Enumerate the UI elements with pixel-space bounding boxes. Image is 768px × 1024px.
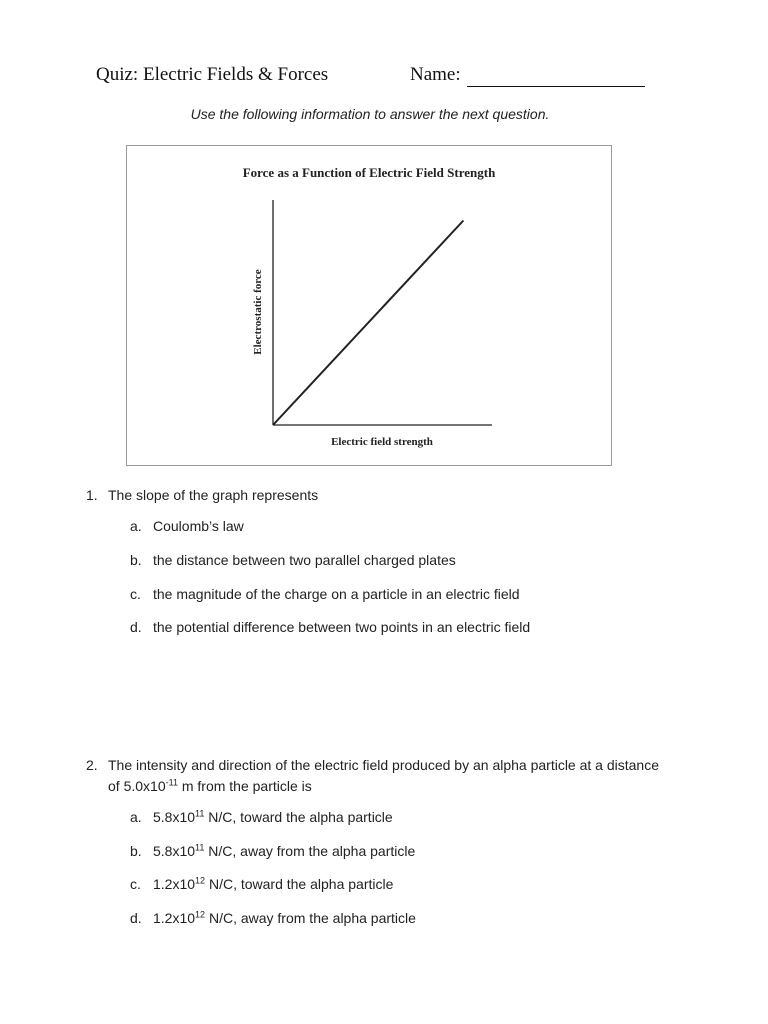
option-text: N/C, away from the alpha particle [204,843,416,859]
name-label: Name: [410,64,461,85]
question-stem: The slope of the graph represents [108,487,319,503]
option-text: N/C, toward the alpha particle [204,809,393,825]
option-letter: d. [130,910,142,926]
series-line-1 [273,221,463,426]
graph-figure [126,145,612,466]
option-text: N/C, toward the alpha particle [205,876,394,892]
answer-option[interactable] [130,843,415,859]
option-letter: a. [130,809,142,825]
option-mantissa: 1.2x10 [153,876,196,892]
option-exponent: 12 [195,875,206,886]
option-letter: a. [130,518,142,534]
option-exponent: 11 [195,808,205,819]
stem-text-end: m from the particle is [177,778,312,794]
quiz-header [96,64,656,94]
question-number: 2. [86,757,98,773]
option-text: N/C, away from the alpha particle [205,910,416,926]
stem-exponent: -11 [165,777,178,788]
chart-title: Force as a Function of Electric Field Strength [242,165,496,180]
option-mantissa: 1.2x10 [153,910,196,926]
option-letter: d. [130,619,142,635]
option-text: Coulomb’s law [153,518,244,534]
quiz-title: Quiz: Electric Fields & Forces [96,64,329,85]
question-1 [86,485,666,506]
option-letter: b. [130,843,142,859]
option-exponent: 12 [195,909,206,920]
option-mantissa: 5.8x10 [153,843,196,859]
stem-text: The intensity and direction of the electric field produced by an alpha particle at a distance of 5.0x10 [108,757,659,794]
answer-option[interactable] [130,876,393,892]
series-layer [273,221,463,426]
y-axis-label: Electrostatic force [252,269,264,355]
option-mantissa: 5.8x10 [153,809,196,825]
answer-option[interactable] [130,552,456,568]
x-axis-label: Electric field strength [331,436,433,448]
instruction-text: Use the following information to answer the next question. [190,106,550,122]
option-letter: c. [130,876,141,892]
option-text: the magnitude of the charge on a particle in an electric field [153,586,520,602]
option-letter: b. [130,552,142,568]
question-number: 1. [86,487,98,503]
question-stem [108,755,666,797]
answer-option[interactable] [130,619,530,635]
answer-option[interactable] [130,910,416,926]
answer-option[interactable] [130,586,520,602]
option-letter: c. [130,586,141,602]
answer-option[interactable] [130,518,244,534]
force-vs-field-chart [127,146,613,467]
name-blank-line [467,86,645,87]
question-2 [86,755,666,797]
answer-option[interactable] [130,809,393,825]
option-text: the distance between two parallel charged plates [153,552,456,568]
option-exponent: 11 [195,842,205,853]
option-text: the potential difference between two points in an electric field [153,619,531,635]
